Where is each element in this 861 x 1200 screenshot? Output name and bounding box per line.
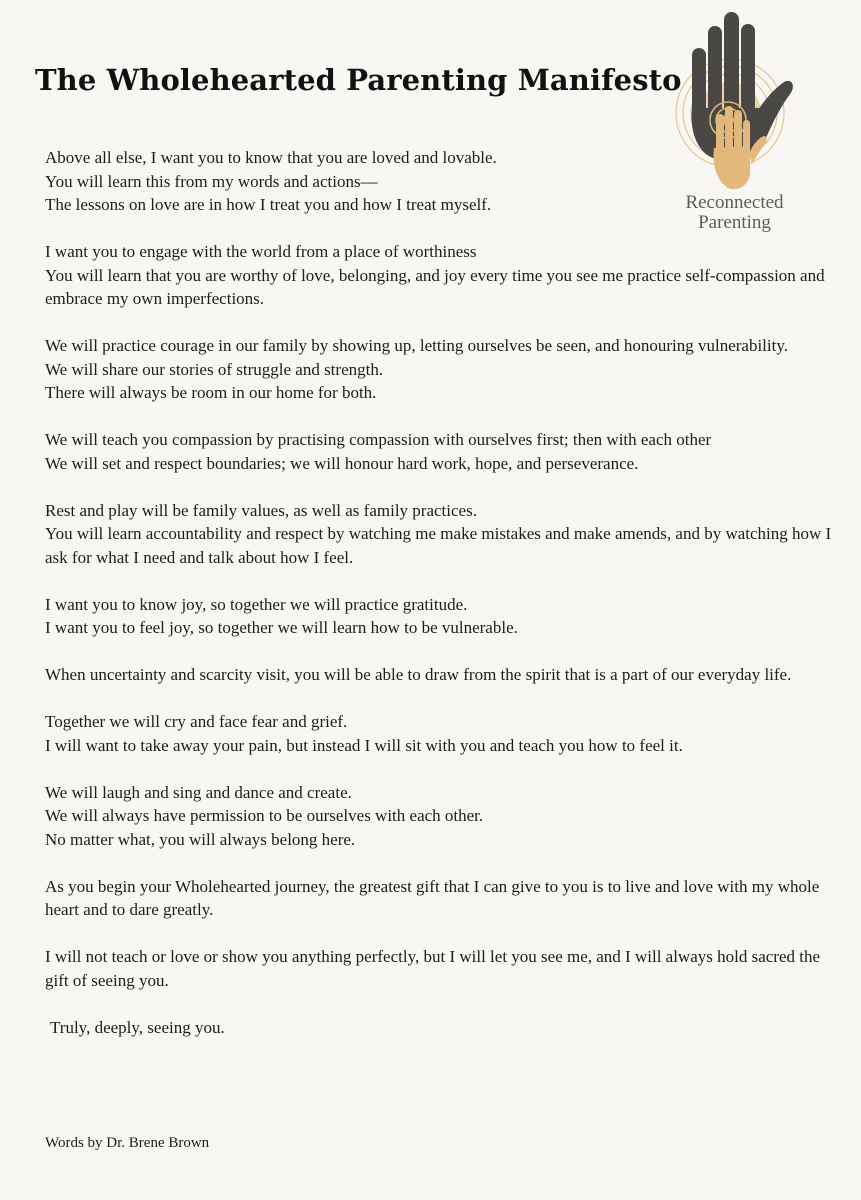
manifesto-line: We will teach you compassion by practising compassion with ourselves first; then with each other	[45, 430, 712, 449]
author-credit: Words by Dr. Brene Brown	[45, 1135, 210, 1151]
manifesto-line: You will learn this from my words and actions—	[45, 171, 378, 191]
manifesto-line: I want you to know joy, so together we will practice gratitude.	[45, 594, 468, 614]
manifesto-line: The lessons on love are in how I treat you and how I treat myself.	[45, 195, 492, 214]
manifesto-line: I want you to engage with the world from a place of worthiness	[45, 242, 477, 261]
manifesto-line: We will share our stories of struggle and strength.	[45, 359, 384, 379]
manifesto-paragraph	[45, 875, 835, 922]
manifesto-line: I want you to feel joy, so together we will learn how to be vulnerable.	[45, 618, 518, 637]
manifesto-line: Together we will cry and face fear and grief.	[45, 712, 348, 731]
manifesto-paragraph	[45, 945, 835, 992]
manifesto-line: When uncertainty and scarcity visit, you will be able to draw from the spirit that is a part of our everyday life.	[45, 665, 792, 684]
manifesto-line: We will practice courage in our family by showing up, letting ourselves be seen, and honouring vulnerability.	[45, 336, 788, 355]
manifesto-line: Above all else, I want you to know that you are loved and lovable.	[45, 148, 497, 167]
manifesto-paragraph	[45, 146, 835, 217]
manifesto-paragraph	[45, 334, 835, 405]
manifesto-paragraph	[45, 710, 835, 757]
logo-text-line-2: Parenting	[698, 212, 771, 233]
manifesto-paragraph	[45, 663, 835, 687]
manifesto-line: There will always be room in our home for both.	[45, 383, 377, 402]
manifesto-paragraph	[45, 593, 835, 640]
manifesto-paragraph	[45, 428, 835, 475]
manifesto-line: We will laugh and sing and dance and create.	[45, 782, 352, 802]
manifesto-line: You will learn that you are worthy of love, belonging, and joy every time you see me practice self-compassion and embrace my own imperfections.	[45, 265, 825, 308]
logo-text-line-1: Reconnected	[685, 192, 784, 213]
manifesto-paragraph	[45, 499, 835, 570]
closing-line: Truly, deeply, seeing you.	[50, 1017, 225, 1037]
manifesto-paragraph	[45, 240, 835, 311]
manifesto-line: Rest and play will be family values, as well as family practices.	[45, 500, 477, 520]
manifesto-paragraph	[45, 781, 835, 852]
manifesto-line: You will learn accountability and respect by watching me make mistakes and make amends, and by watching how I ask for what I need and talk about how I feel.	[45, 524, 832, 567]
manifesto-line: As you begin your Wholehearted journey, the greatest gift that I can give to you is to live and love with my whole heart and to dare greatly.	[45, 876, 820, 919]
manifesto-line: I will not teach or love or show you anything perfectly, but I will let you see me, and I will always hold sacred the gift of seeing you.	[45, 947, 821, 990]
manifesto-line: I will want to take away your pain, but instead I will sit with you and teach you how to feel it.	[45, 735, 683, 755]
manifesto-line: We will set and respect boundaries; we will honour hard work, hope, and perseverance.	[45, 453, 639, 473]
manifesto-line: We will always have permission to be ourselves with each other.	[45, 806, 484, 825]
manifesto-line: No matter what, you will always belong here.	[45, 829, 356, 849]
page-title: The Wholehearted Parenting Manifesto	[35, 63, 682, 97]
manifesto-body	[45, 146, 835, 1039]
